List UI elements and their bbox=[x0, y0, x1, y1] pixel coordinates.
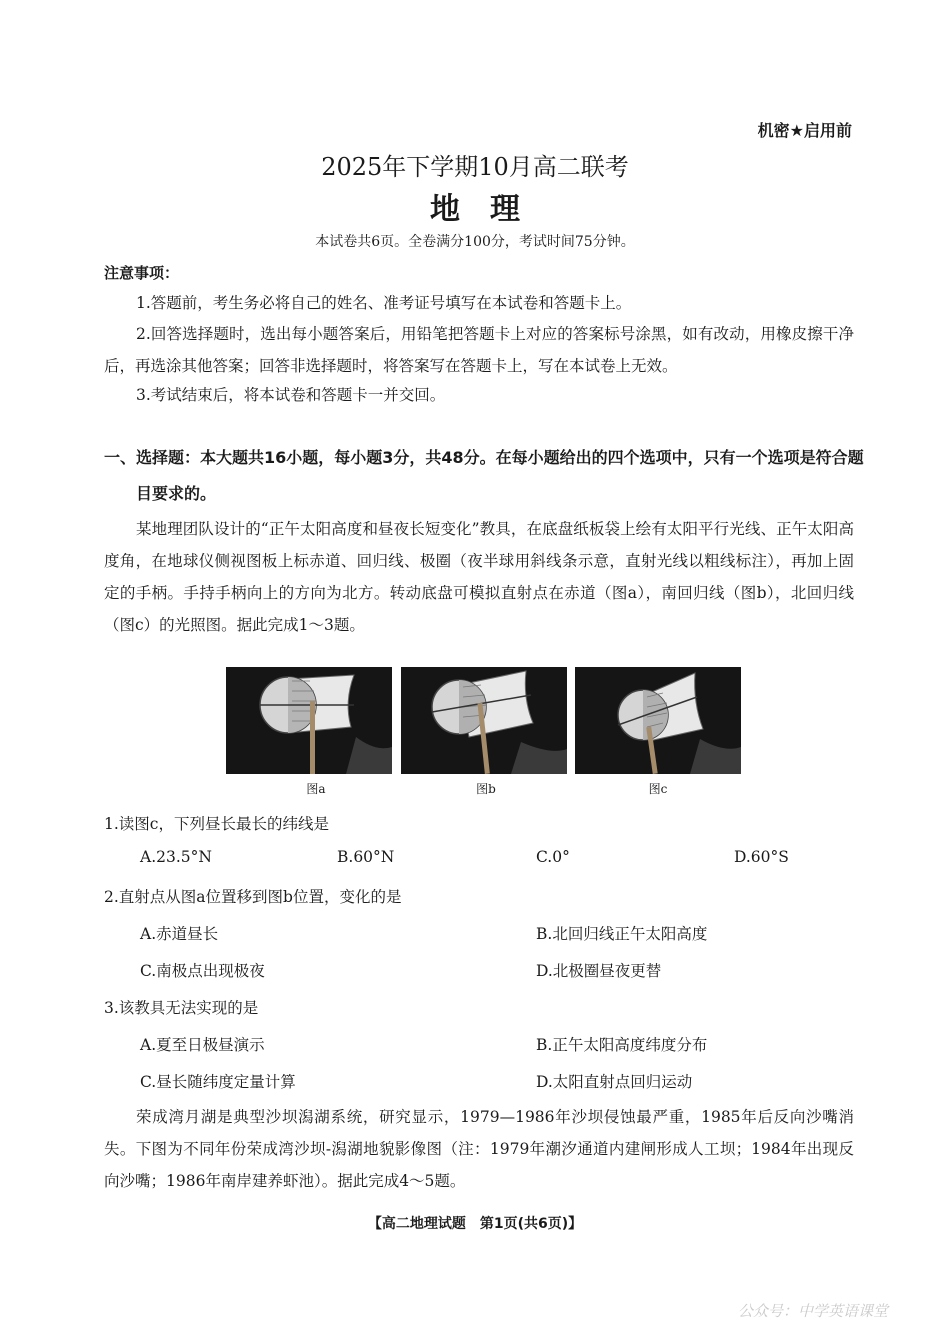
caption-b: 图b bbox=[476, 782, 496, 796]
q3-option-c: C.昼长随纬度定量计算 bbox=[140, 1073, 296, 1091]
photo-b bbox=[401, 667, 567, 774]
notice-item-3: 3.考试结束后，将本试卷和答题卡一并交回。 bbox=[136, 386, 446, 404]
caption-c: 图c bbox=[648, 782, 668, 796]
question-1-stem: 1.读图c，下列昼长最长的纬线是 bbox=[104, 815, 329, 833]
q1-option-a: A.23.5°N bbox=[140, 848, 212, 866]
exam-info: 本试卷共6页。全卷满分100分，考试时间75分钟。 bbox=[315, 234, 635, 250]
exam-title: 2025年下学期10月高二联考 bbox=[321, 153, 629, 181]
q3-option-d: D.太阳直射点回归运动 bbox=[536, 1073, 693, 1091]
q3-option-b: B.正午太阳高度纬度分布 bbox=[536, 1036, 708, 1054]
q2-option-b: B.北回归线正午太阳高度 bbox=[536, 925, 708, 943]
subject-title: 地理 bbox=[430, 192, 550, 227]
q2-option-c: C.南极点出现极夜 bbox=[140, 962, 265, 980]
q1-option-d: D.60°S bbox=[734, 848, 789, 866]
caption-a: 图a bbox=[306, 782, 326, 796]
notice-item-1: 1.答题前，考生务必将自己的姓名、准考证号填写在本试卷和答题卡上。 bbox=[136, 294, 632, 312]
page-footer: 【高二地理试题 第1页(共6页)】 bbox=[367, 1216, 583, 1232]
section-heading bbox=[104, 440, 864, 512]
question-3-stem: 3.该教具无法实现的是 bbox=[104, 999, 259, 1017]
photo-c bbox=[575, 667, 741, 774]
figure-photos bbox=[226, 667, 741, 775]
passage-2: 荣成湾月湖是典型沙坝潟湖系统，研究显示，1979—1986年沙坝侵蚀最严重，1985年后反向沙嘴消失。下图为不同年份荣成湾沙坝-潟湖地貌影像图（注：1979年潮汐通道内建闸形成人工坝；1984年出现反向沙嘴；1986年南岸建养虾池）。据此完成4～5题。 bbox=[104, 1108, 854, 1190]
section-heading-text: 一、选择题：本大题共16小题，每小题3分，共48分。在每小题给出的四个选项中，只有一个选项是符合题目要求的。 bbox=[104, 448, 864, 503]
question-2-stem: 2.直射点从图a位置移到图b位置，变化的是 bbox=[104, 888, 402, 906]
photo-a bbox=[226, 667, 392, 774]
passage-1: 某地理团队设计的“正午太阳高度和昼夜长短变化”教具，在底盘纸板袋上绘有太阳平行光线、正午太阳高度角，在地球仪侧视图板上标赤道、回归线、极圈（夜半球用斜线条示意，直射光线以粗线标注），再加上固定的手柄。手持手柄向上的方向为北方。转动底盘可模拟直射点在赤道（图a），南回归线（图b），北回归线（图c）的光照图。据此完成1～3题。 bbox=[104, 520, 854, 634]
confidential-mark: 机密★启用前 bbox=[757, 121, 852, 140]
watermark: 公众号：中学英语课堂 bbox=[737, 1302, 888, 1320]
q2-option-d: D.北极圈昼夜更替 bbox=[536, 962, 662, 980]
notice-heading: 注意事项： bbox=[104, 264, 180, 282]
q2-option-a: A.赤道昼长 bbox=[140, 925, 219, 943]
q1-option-b: B.60°N bbox=[337, 848, 395, 866]
q3-option-a: A.夏至日极昼演示 bbox=[140, 1036, 265, 1054]
q1-option-c: C.0° bbox=[536, 848, 570, 866]
notice-item-2: 2.回答选择题时，选出每小题答案后，用铅笔把答题卡上对应的答案标号涂黑，如有改动，用橡皮擦干净后，再选涂其他答案；回答非选择题时，将答案写在答题卡上，写在本试卷上无效。 bbox=[104, 325, 854, 375]
